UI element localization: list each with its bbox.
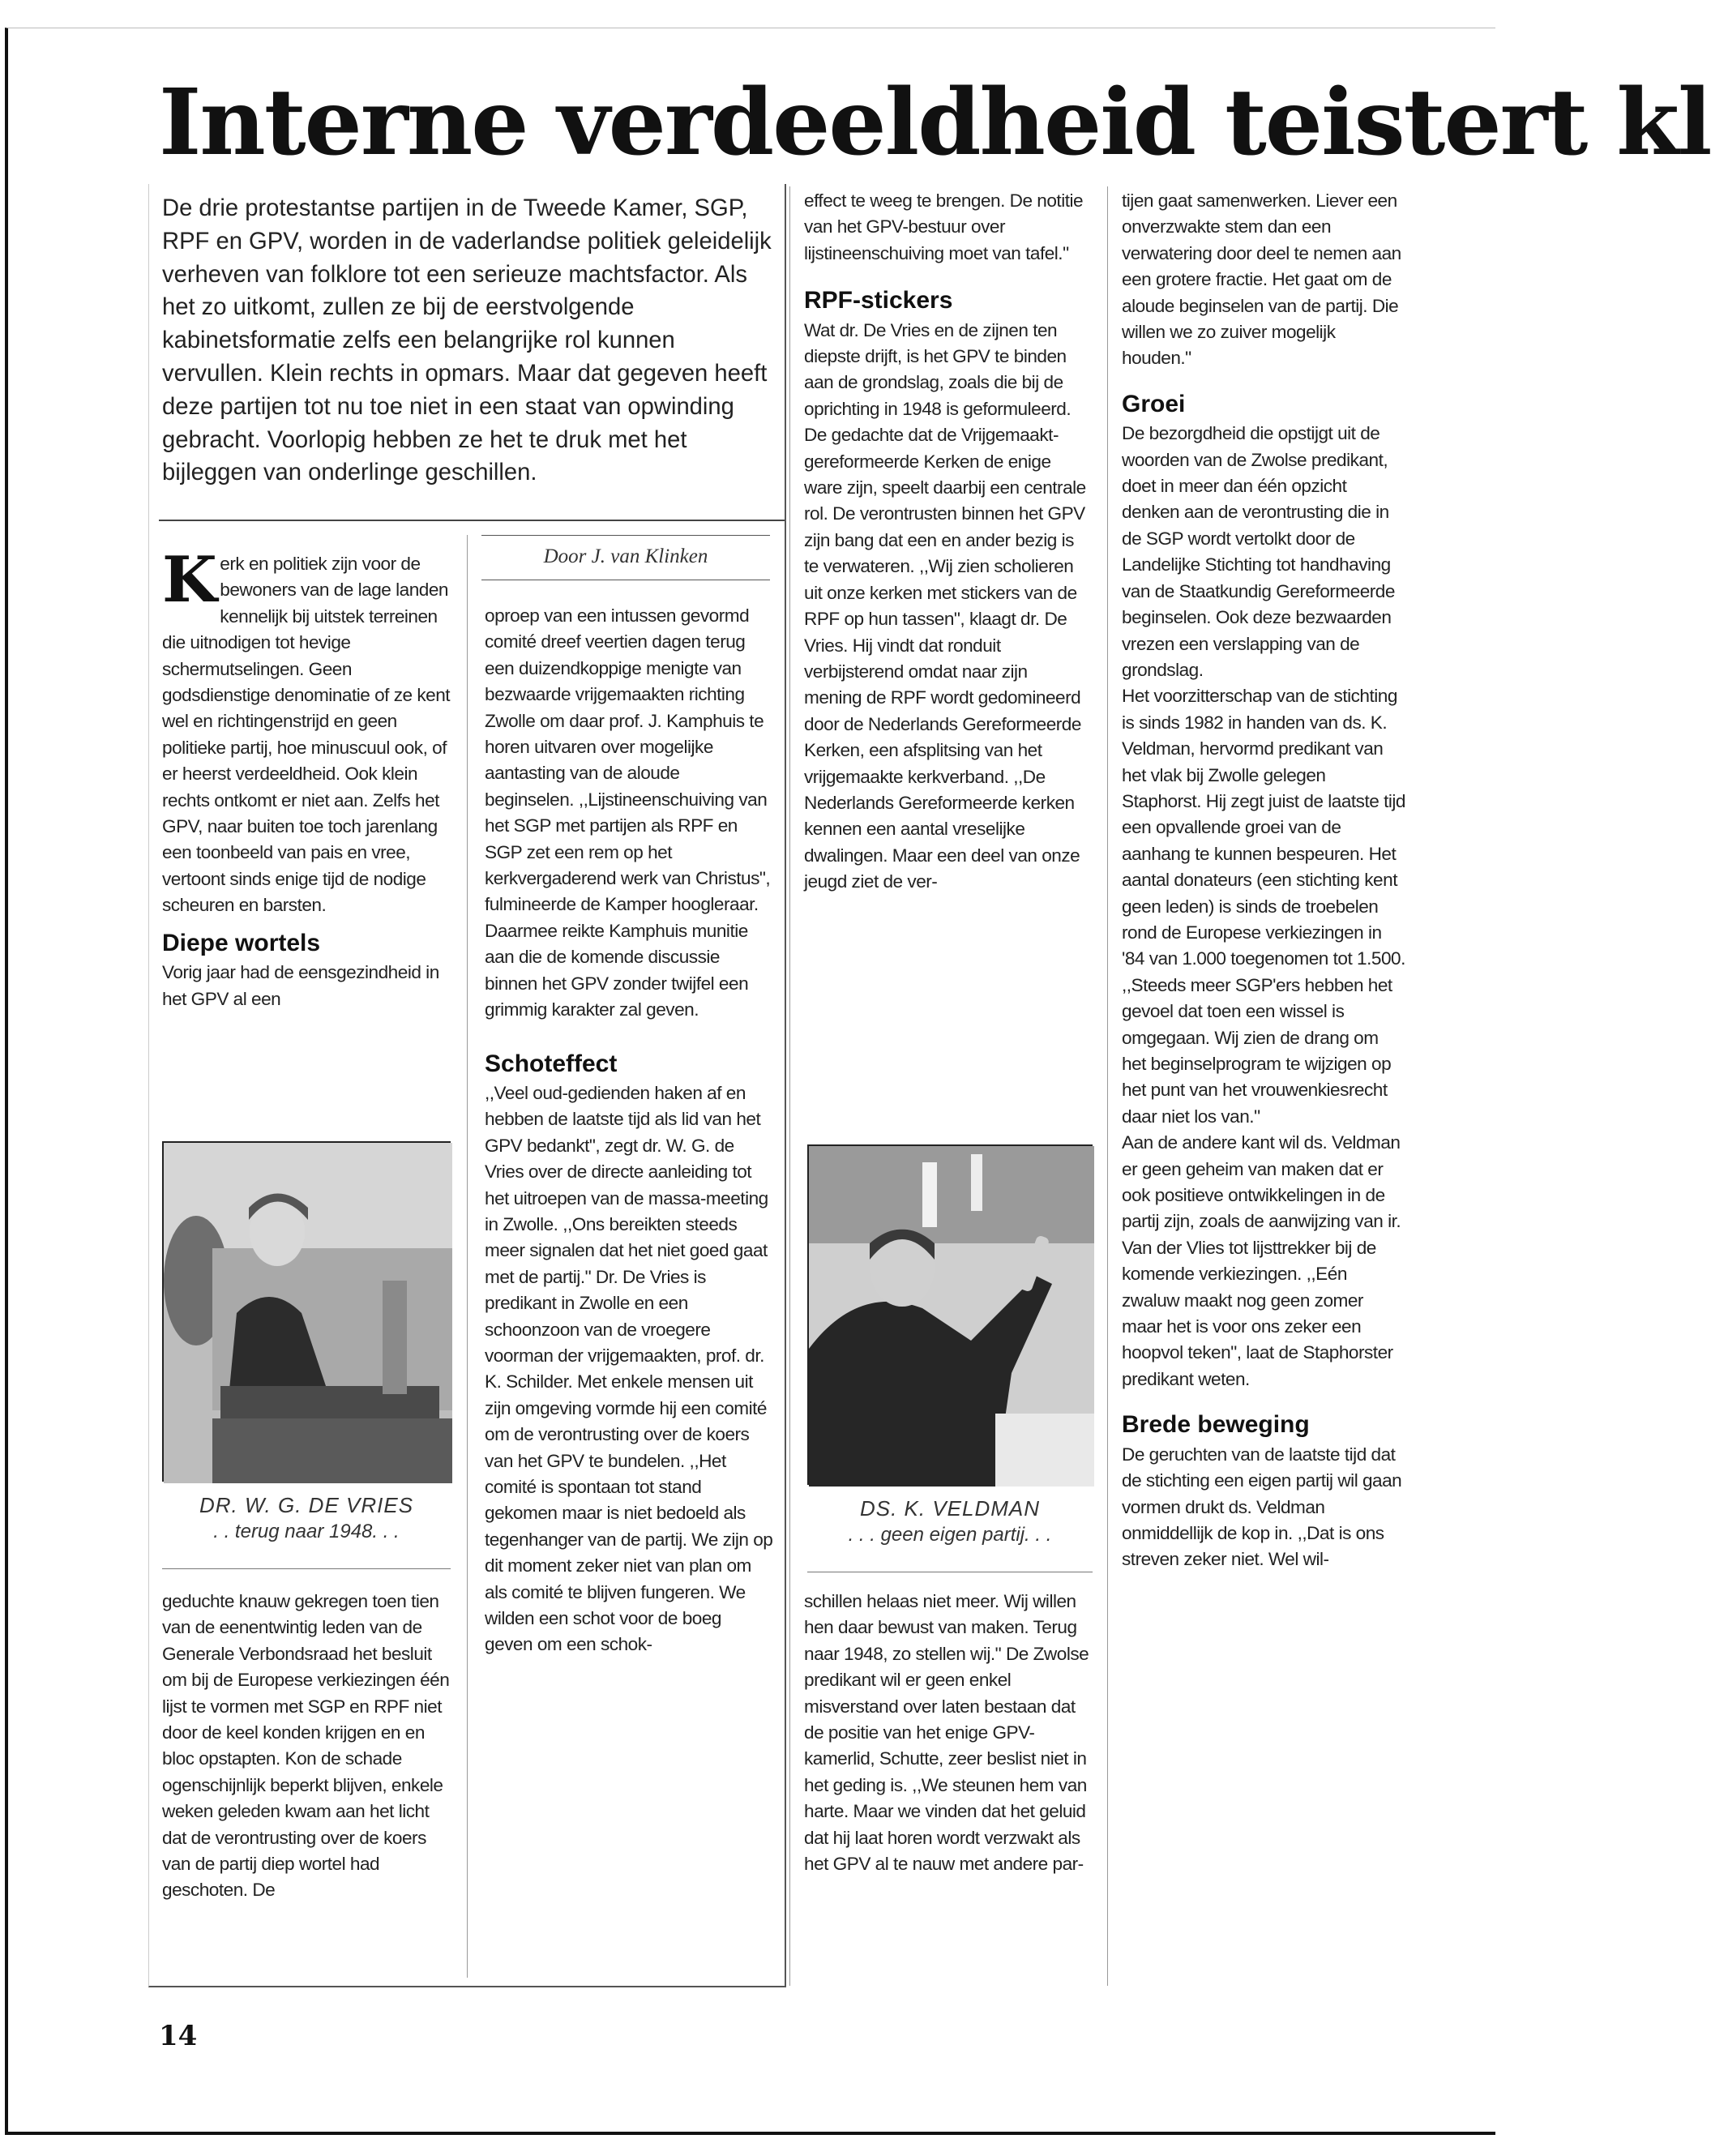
subheading-groei: Groei xyxy=(1122,390,1186,417)
column-rule xyxy=(467,535,468,1978)
column-1 xyxy=(162,543,452,1012)
paragraph: De bezorgdheid die opstijgt uit de woorden van de Zwolse predikant, doet in meer dan één opzicht denken aan de verontrusting die in de SGP wordt vertolkt door de Landelijke Stichting tot handhaving van de Staatkundig Gereformeerde beginselen. Ook deze bezwaarden vrezen een verslapping van de grondslag. xyxy=(1122,423,1395,680)
column-4 xyxy=(1122,188,1405,1573)
column-3 xyxy=(804,188,1089,896)
paragraph: Vorig jaar had de eensgezindheid in het GPV al een xyxy=(162,962,439,1009)
column-rule xyxy=(1107,186,1108,1986)
page-number: 14 xyxy=(159,2020,198,2052)
subheading-schoteffect: Schoteffect xyxy=(485,1050,618,1077)
column-3-continued xyxy=(804,1589,1089,1877)
drop-cap: K xyxy=(162,543,217,617)
paragraph: schillen helaas niet meer. Wij willen hen daar bewust van maken. Terug naar 1948, zo stellen wij." De Zwolse predikant wil er geen enkel misverstand over laten bestaan dat de positie van het enige GPV-kamerlid, Schutte, zeer beslist niet in het geding is. ,,We steunen hem van harte. Maar we vinden dat het geluid dat hij laat horen wordt verzwakt als het GPV al te nauw met andere par- xyxy=(804,1591,1089,1875)
paragraph: oproep van een intussen gevormd comité dreef veertien dagen terug een duizendkoppige menigte van bezwaarde vrijgemaakten richting Zwolle om daar prof. J. Kamphuis te horen uitvaren over mogelijke aantasting van de aloude beginselen. ,,Lijstineenschuiving van het SGP met partijen als RPF en SGP zet een rem op het kerkvergaderend werk van Christus", fulmineerde de Kamper hoogleraar. Daarmee reikte Kamphuis munitie aan die de komende discussie binnen het GPV zonder twijfel een grimmig karakter zal geven. xyxy=(485,605,771,1020)
photo-veldman xyxy=(807,1144,1093,1485)
byline-box xyxy=(481,535,770,580)
headline: Interne verdeeldheid teistert kl xyxy=(159,70,1711,176)
paragraph: De geruchten van de laatste tijd dat de stichting een eigen partij wil gaan vormen drukt ds. Veldman onmiddellijk de kop in. ,,Dat is ons streven zeker niet. Wel wil- xyxy=(1122,1444,1402,1570)
column-1-continued xyxy=(162,1589,452,1904)
photo-de-vries-image xyxy=(164,1143,452,1483)
caption-subtitle: . . terug naar 1948. . . xyxy=(213,1521,400,1542)
subheading-rpf-stickers: RPF-stickers xyxy=(804,287,953,314)
photo-veldman-image xyxy=(809,1146,1094,1487)
paragraph: tijen gaat samenwerken. Liever een onverzwakte stem dan een verwatering door deel te nemen aan een grotere fractie. Het gaat om de aloude beginselen van de partij. Die willen we zo zuiver mogelijk houden." xyxy=(1122,190,1401,369)
column-rule xyxy=(789,186,790,1986)
paragraph: geduchte knauw gekregen toen tien van de eenentwintig leden van de Generale Verbondsraad het besluit om bij de Europese verkiezingen één lijst te vormen met SGP en RPF niet door de keel konden krijgen en en bloc opstapten. Kon de schade ogenschijnlijk beperkt blijven, enkele weken geleden kwam aan het licht dat de verontrusting over de koers van de partij diep wortel had geschoten. De xyxy=(162,1591,450,1901)
subheading-brede-beweging: Brede beweging xyxy=(1122,1411,1310,1439)
caption-name: DS. K. VELDMAN xyxy=(859,1496,1041,1521)
caption-veldman xyxy=(807,1495,1093,1548)
caption-subtitle: . . . geen eigen partij. . . xyxy=(848,1524,1052,1546)
subheading-diepe-wortels: Diepe wortels xyxy=(162,929,321,956)
paragraph: effect te weeg te brengen. De notitie van het GPV-bestuur over lijstineenschuiving moet van tafel." xyxy=(804,190,1084,263)
column-2 xyxy=(485,603,773,1658)
caption-divider xyxy=(162,1568,451,1569)
caption-name: DR. W. G. DE VRIES xyxy=(199,1493,414,1517)
caption-de-vries xyxy=(162,1491,451,1545)
paragraph: Aan de andere kant wil ds. Veldman er geen geheim van maken dat er ook positieve ontwikkelingen in de partij zijn, zoals de aanwijzing van ir. Van der Vlies tot lijsttrekker bij de komende verkiezingen. ,,Eén zwaluw maakt nog geen zomer maar het is voor ons zeker een hoopvol teken", laat de Staphorster predikant weten. xyxy=(1122,1132,1401,1389)
byline: Door J. van Klinken xyxy=(543,545,708,567)
intro-divider xyxy=(159,520,785,521)
paragraph: Kerk en politiek zijn voor de bewoners van de lage landen kennelijk bij uitstek terreinen die uitnodigen tot hevige schermutselingen. Geen godsdienstige denominatie of ze kent wel en richtingenstrijd en geen politieke partij, hoe minuscuul ook, of er heerst verdeeldheid. Ook klein rechts ontkomt er niet aan. Zelfs het GPV, naar buiten toe toch jarenlang een toonbeeld van pais en vree, vertoont sinds enige tijd de nodige scheuren en barsten. xyxy=(162,543,451,916)
paragraph: Wat dr. De Vries en de zijnen ten diepste drijft, is het GPV te binden aan de grondslag, zoals die bij de oprichting in 1948 is geformuleerd. De gedachte dat de Vrijgemaakt-gereformeerde Kerken de enige ware zijn, speelt daarbij een centrale rol. De verontrusten binnen het GPV zijn bang dat een en ander bezig is te verwateren. ,,Wij zien scholieren uit onze kerken met stickers van de RPF op hun tassen", klaagt dr. De Vries. Hij vindt dat ronduit verbijsterend omdat naar zijn mening de RPF wordt gedomineerd door de Nederlands Gereformeerde Kerken, een afsplitsing van het vrijgemaakte kerkverband. ,,De Nederlands Gereformeerde kerken kennen een aantal vreselijke dwalingen. Maar een deel van onze jeugd ziet de ver- xyxy=(804,319,1086,892)
photo-de-vries xyxy=(162,1141,451,1482)
intro-paragraph: De drie protestantse partijen in de Tweede Kamer, SGP, RPF en GPV, worden in de vaderlandse politiek geleidelijk verheven van folklore tot een serieuze machtsfactor. Als het zo uitkomt, zullen ze bij de eerstvolgende kabinetsformatie zelfs een belangrijke rol kunnen vervullen. Klein rechts in opmars. Maar dat gegeven heeft deze partijen tot nu toe niet in een staat van opwinding gebracht. Voorlopig hebben ze het te druk met het bijleggen van onderlinge geschillen. xyxy=(162,195,772,486)
paragraph: Het voorzitterschap van de stichting is sinds 1982 in handen van ds. K. Veldman, hervormd predikant van het vlak bij Zwolle gelegen Staphorst. Hij zegt juist de laatste tijd een opvallende groei van de aanhang te kunnen bespeuren. Het aantal donateurs (een stichting kent geen leden) is sinds de troebelen rond de Europese verkiezingen in '84 van 1.000 toegenomen tot 1.500. ,,Steeds meer SGP'ers hebben het gevoel dat toen een wissel is omgegaan. Wij zien de drang om het beginselprogram te wijzigen op het punt van het vrouwenkiesrecht daar niet los van." xyxy=(1122,686,1405,1127)
paragraph: ,,Veel oud-gedienden haken af en hebben de laatste tijd als lid van het GPV bedankt", zegt dr. W. G. de Vries over de directe aanleiding tot het uitroepen van de massa-meeting in Zwolle. ,,Ons bereikten steeds meer signalen dat het niet goed gaat met de partij." Dr. De Vries is predikant in Zwolle en een schoonzoon van de vroegere voorman der vrijgemaakten, prof. dr. K. Schilder. Met enkele mensen uit zijn omgeving vormde hij een comité om de verontrusting over de koers van het GPV te bundelen. ,,Het comité is spontaan tot stand gekomen maar is niet bedoeld als tegenhanger van de partij. We zijn op dit moment zeker niet van plan om als comité te blijven fungeren. We wilden een schot voor de boeg geven om een schok- xyxy=(485,1082,773,1655)
